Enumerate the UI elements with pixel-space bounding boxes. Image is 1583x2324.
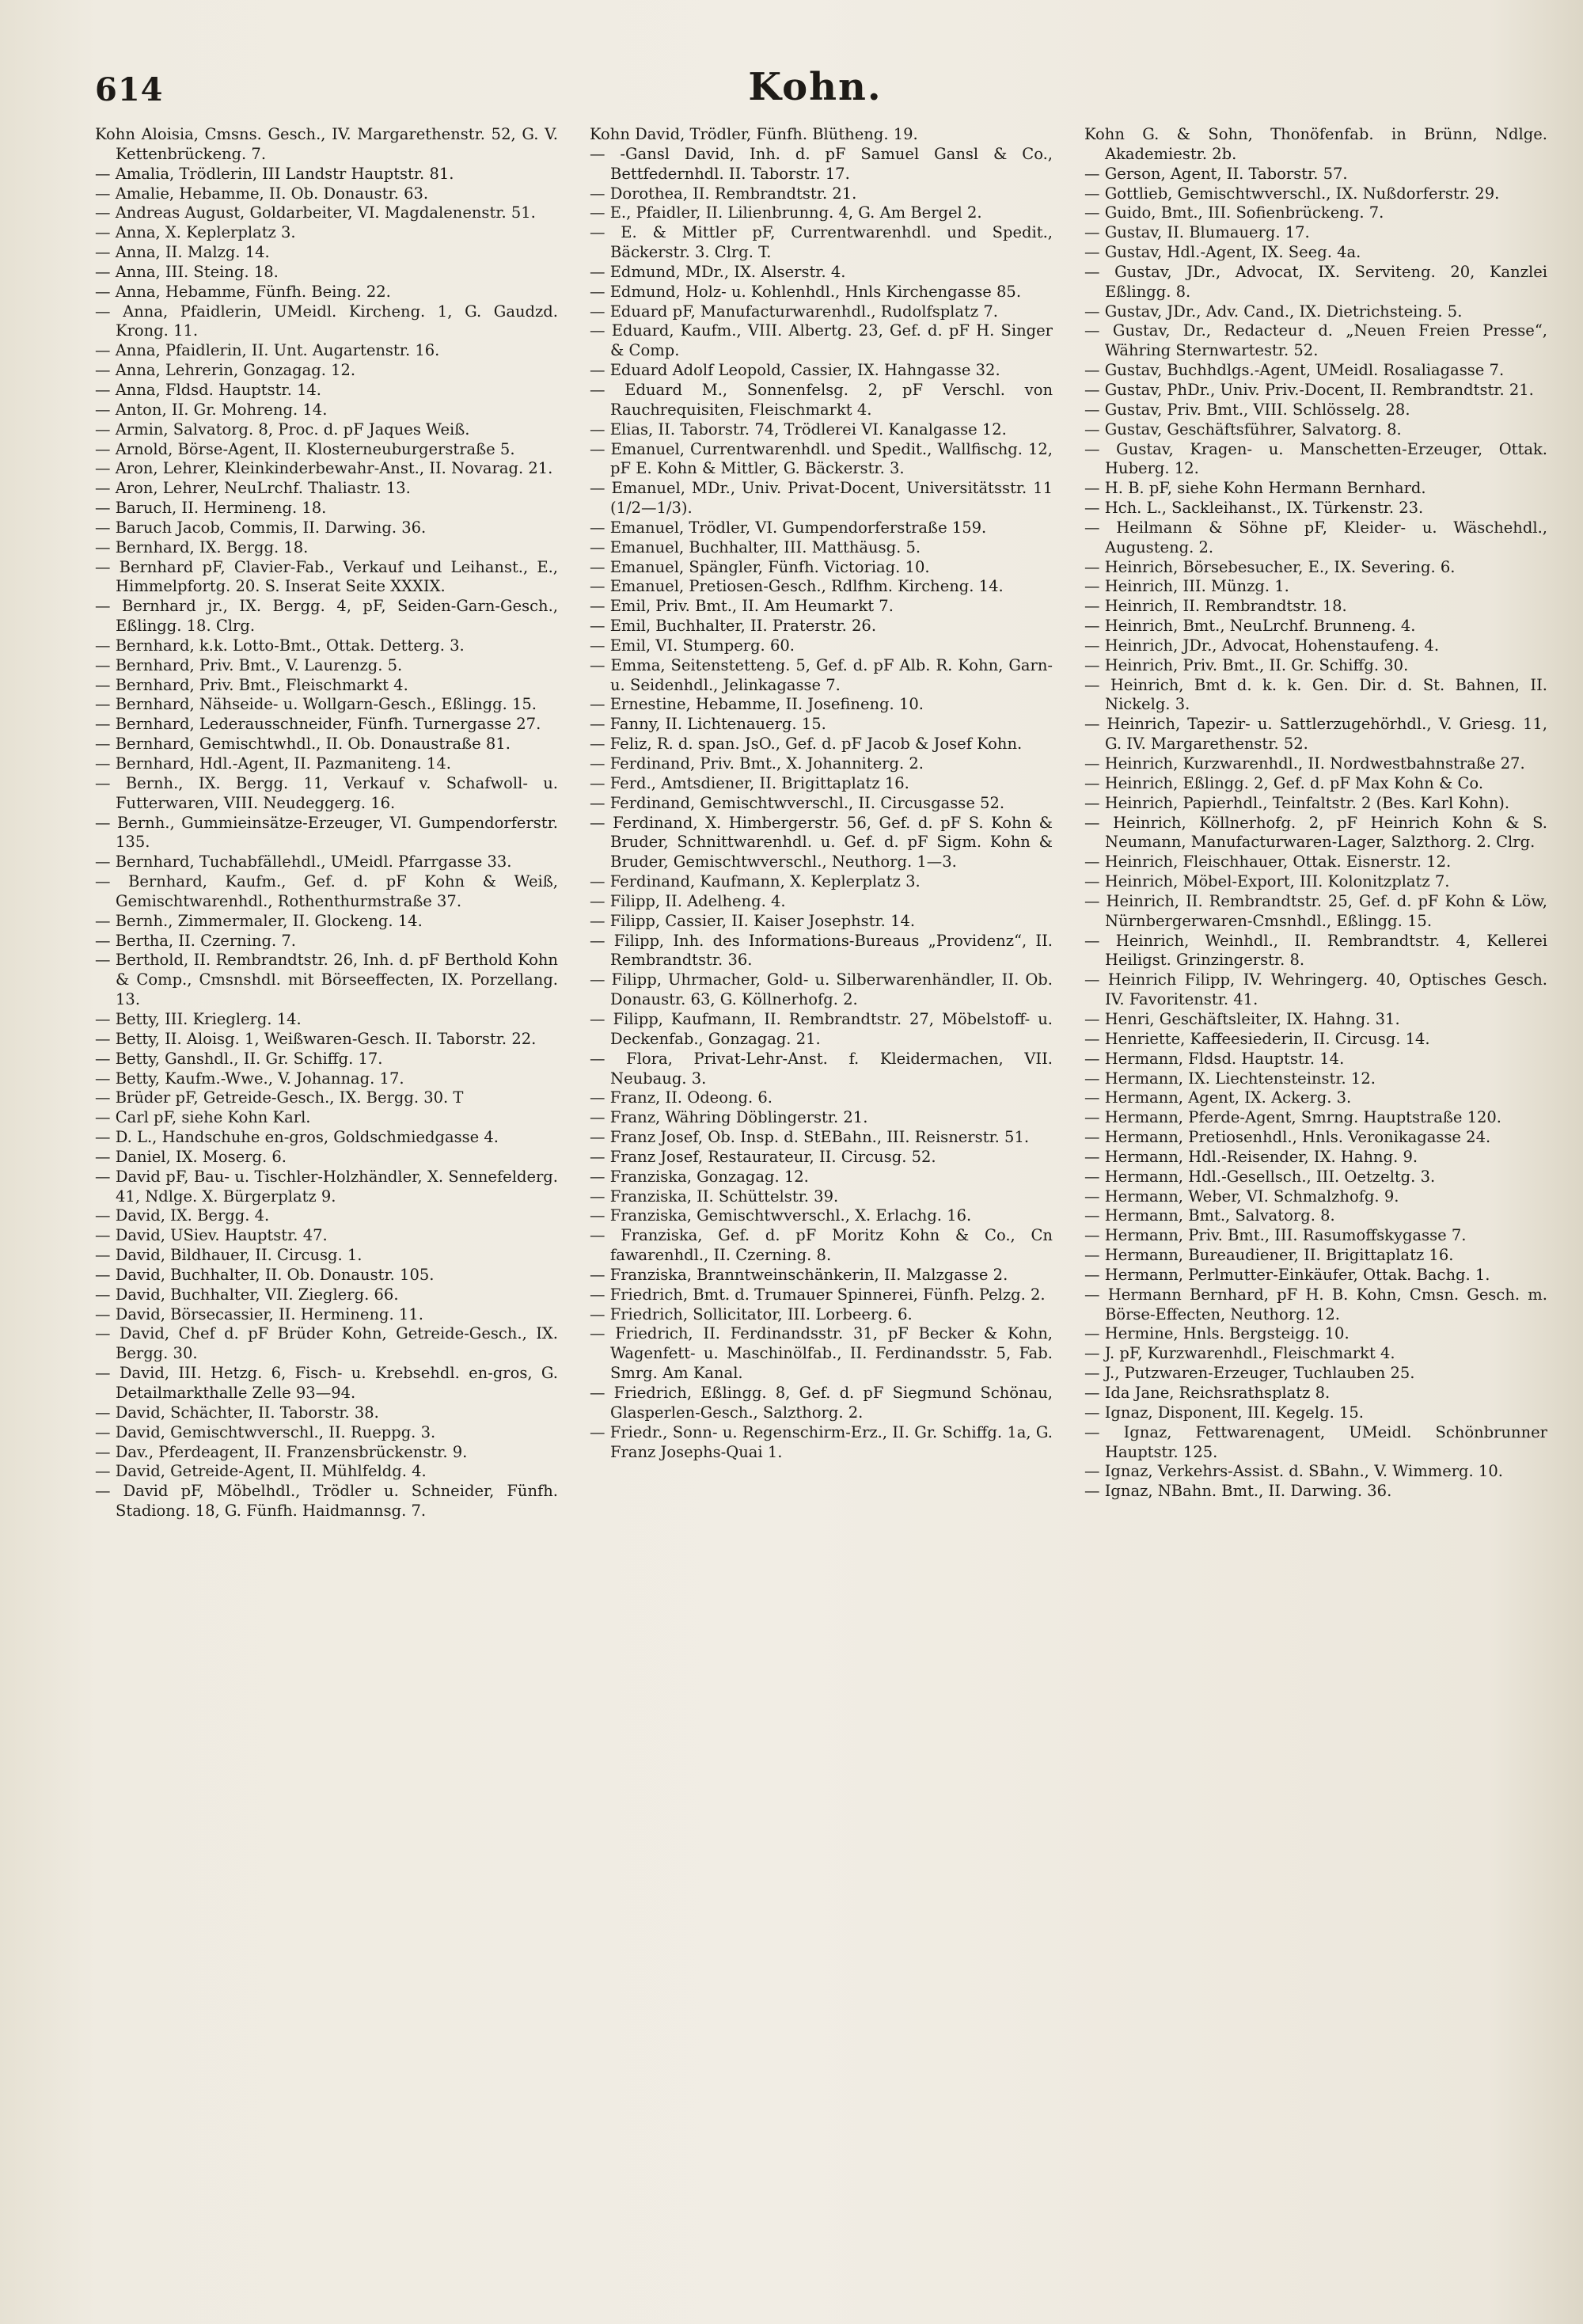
directory-entry: — Aron, Lehrer, Kleinkinderbewahr-Anst., II. Novarag. 21. [95, 459, 553, 478]
directory-entry: — Anna, Fldsd. Hauptstr. 14. [95, 380, 321, 399]
directory-entry: — Heinrich, Tapezir- u. Sattlerzugehörhdl., V. Griesg. 11, G. IV. Margarethenstr. 52. [1084, 715, 1547, 754]
directory-entry: — Heilmann & Söhne pF, Kleider- u. Wäschehdl., Augusteng. 2. [1084, 518, 1547, 556]
directory-entry: — Emanuel, Currentwarenhdl. und Spedit., Wallfischg. 12, pF E. Kohn & Mittler, G. Bäckerstr. 3. [590, 439, 1053, 478]
directory-entry: — Heinrich, JDr., Advocat, Hohenstaufeng. 4. [1084, 636, 1440, 655]
directory-entry: — Anna, Hebamme, Fünfh. Being. 22. [95, 282, 391, 301]
directory-entry: — Gustav, Buchhdlgs.-Agent, UMeidl. Rosaliagasse 7. [1084, 361, 1505, 380]
directory-entry: — Gustav, II. Blumauerg. 17. [1084, 223, 1310, 242]
directory-entry: — Franziska, II. Schüttelstr. 39. [590, 1187, 839, 1206]
directory-entry: — Hermann, IX. Liechtensteinstr. 12. [1084, 1069, 1376, 1088]
directory-entry: — Emanuel, Trödler, VI. Gumpendorferstraße 159. [590, 518, 987, 537]
directory-entry: — Ignaz, Verkehrs-Assist. d. SBahn., V. Wimmerg. 10. [1084, 1462, 1503, 1481]
directory-entry: — Gerson, Agent, II. Taborstr. 57. [1084, 164, 1348, 183]
directory-entry: — Ferdinand, Priv. Bmt., X. Johanniterg. 2. [590, 754, 924, 773]
directory-entry: — Fanny, II. Lichtenauerg. 15. [590, 715, 826, 734]
directory-entry: — Gustav, Geschäftsführer, Salvatorg. 8. [1084, 420, 1402, 439]
directory-entry: — Ferdinand, Gemischtwverschl., II. Circusgasse 52. [590, 793, 1005, 812]
directory-entry: — Dav., Pferdeagent, II. Franzensbrückenstr. 9. [95, 1442, 468, 1461]
directory-entry: — Franziska, Gef. d. pF Moritz Kohn & Co., Cn fawarenhdl., II. Czerning. 8. [590, 1226, 1053, 1265]
directory-entry: — Amalie, Hebamme, II. Ob. Donaustr. 63. [95, 184, 429, 203]
directory-entry: — Bernhard, Gemischtwhdl., II. Ob. Donaustraße 81. [95, 735, 511, 754]
directory-entry: — David pF, Bau- u. Tischler-Holzhändler, X. Sennefelderg. 41, Ndlge. X. Bürgerplatz 9. [95, 1167, 558, 1206]
directory-entry: — Emil, VI. Stumperg. 60. [590, 636, 795, 655]
directory-entry: — Hermann, Pretiosenhdl., Hnls. Veronikagasse 24. [1084, 1128, 1491, 1147]
directory-entry: — Baruch Jacob, Commis, II. Darwing. 36. [95, 518, 427, 537]
directory-entry: — David, Chef d. pF Brüder Kohn, Getreide-Gesch., IX. Bergg. 30. [95, 1324, 558, 1363]
directory-entry: — Betty, III. Krieglerg. 14. [95, 1009, 302, 1028]
directory-entry: — Carl pF, siehe Kohn Karl. [95, 1108, 311, 1127]
directory-entry: — Ida Jane, Reichsrathsplatz 8. [1084, 1384, 1331, 1402]
directory-entry: — Heinrich, Kurzwarenhdl., II. Nordwestbahnstraße 27. [1084, 754, 1525, 773]
directory-entry: — Bernhard, Priv. Bmt., Fleischmarkt 4. [95, 675, 408, 694]
directory-entry: — Hermine, Hnls. Bergsteigg. 10. [1084, 1324, 1350, 1343]
directory-entry: — Friedrich, Sollicitator, III. Lorbeerg. 6. [590, 1304, 913, 1323]
directory-entry: — Feliz, R. d. span. JsO., Gef. d. pF Jacob & Josef Kohn. [590, 735, 1023, 754]
directory-entry: — Ferd., Amtsdiener, II. Brigittaplatz 16. [590, 773, 909, 792]
directory-entry: — Ferdinand, X. Himbergerstr. 56, Gef. d. pF S. Kohn & Bruder, Schnittwarenhdl. u. Gef. d. pF Sigm. Kohn & Bruder, Gemischtwverschl., Neuthorg. 1—3. [590, 813, 1053, 872]
directory-entry: — Gustav, Kragen- u. Manschetten-Erzeuger, Ottak. Huberg. 12. [1084, 439, 1547, 478]
directory-entry: — Hermann, Pferde-Agent, Smrng. Hauptstraße 120. [1084, 1108, 1501, 1127]
directory-entry: — Bernhard, IX. Bergg. 18. [95, 537, 309, 556]
column-middle [590, 125, 1053, 2294]
directory-entry: — Gustav, PhDr., Univ. Priv.-Docent, II. Rembrandtstr. 21. [1084, 380, 1534, 399]
directory-entry: — Emil, Priv. Bmt., II. Am Heumarkt 7. [590, 597, 894, 616]
directory-entry: — Filipp, Cassier, II. Kaiser Josephstr. 14. [590, 911, 916, 930]
column-left [95, 125, 558, 2294]
directory-entry: — Eduard pF, Manufacturwarenhdl., Rudolfsplatz 7. [590, 302, 998, 321]
directory-entry: — Friedr., Sonn- u. Regenschirm-Erz., II. Gr. Schiffg. 1a, G. Franz Josephs-Quai 1. [590, 1422, 1053, 1461]
directory-entry: — Bernhard, k.k. Lotto-Bmt., Ottak. Detterg. 3. [95, 636, 465, 655]
directory-entry: — Heinrich, Möbel-Export, III. Kolonitzplatz 7. [1084, 872, 1450, 891]
directory-entry: — Armin, Salvatorg. 8, Proc. d. pF Jaques Weiß. [95, 420, 470, 439]
directory-entry: — Emanuel, Pretiosen-Gesch., Rdlfhm. Kircheng. 14. [590, 577, 1004, 596]
directory-entry: — Eduard, Kaufm., VIII. Albertg. 23, Gef. d. pF H. Singer & Comp. [590, 321, 1053, 360]
directory-entry: — Daniel, IX. Moserg. 6. [95, 1147, 287, 1166]
directory-entry: — Heinrich, III. Münzg. 1. [1084, 577, 1289, 596]
directory-entry: — Edmund, Holz- u. Kohlenhdl., Hnls Kirchengasse 85. [590, 282, 1022, 301]
directory-entry: — Hermann, Fldsd. Hauptstr. 14. [1084, 1049, 1345, 1068]
directory-entry: — Bernhard, Lederausschneider, Fünfh. Turnergasse 27. [95, 715, 541, 734]
directory-entry: — Gustav, JDr., Adv. Cand., IX. Dietrichsteing. 5. [1084, 302, 1463, 321]
directory-entry: — David, Gemischtwverschl., II. Rueppg. 3. [95, 1422, 436, 1441]
directory-entry: — Heinrich, Köllnerhofg. 2, pF Heinrich Kohn & S. Neumann, Manufacturwaren-Lager, Salzthorg. 2. Clrg. [1084, 813, 1547, 852]
directory-entry: — Emanuel, Spängler, Fünfh. Victoriag. 10. [590, 557, 930, 576]
directory-entry: — J., Putzwaren-Erzeuger, Tuchlauben 25. [1084, 1364, 1415, 1383]
directory-entry: — Anna, III. Steing. 18. [95, 262, 279, 281]
directory-entry: — Heinrich, Börsebesucher, E., IX. Severing. 6. [1084, 557, 1456, 576]
directory-entry: — Heinrich, Bmt., NeuLrchf. Brunneng. 4. [1084, 617, 1416, 636]
directory-entry: — Ignaz, NBahn. Bmt., II. Darwing. 36. [1084, 1482, 1392, 1501]
directory-entry: — Berthold, II. Rembrandtstr. 26, Inh. d. pF Berthold Kohn & Comp., Cmsnshdl. mit Börseeffecten, IX. Porzellang. 13. [95, 951, 558, 1009]
directory-entry: — Gustav, Dr., Redacteur d. „Neuen Freien Presse“, Währing Sternwartestr. 52. [1084, 321, 1547, 360]
directory-entry: — Flora, Privat-Lehr-Anst. f. Kleidermachen, VII. Neubaug. 3. [590, 1049, 1053, 1088]
directory-entry: — Ignaz, Fettwarenagent, UMeidl. Schönbrunner Hauptstr. 125. [1084, 1422, 1547, 1461]
directory-entry: — Brüder pF, Getreide-Gesch., IX. Bergg. 30. T [95, 1088, 464, 1107]
directory-entry: — Franz Josef, Restaurateur, II. Circusg. 52. [590, 1147, 936, 1166]
directory-entry: — Bernhard pF, Clavier-Fab., Verkauf und Leihanst., E., Himmelpfortg. 20. S. Inserat Seite XXXIX. [95, 557, 558, 596]
directory-entry: — Emil, Buchhalter, II. Praterstr. 26. [590, 617, 877, 636]
directory-entry: — Filipp, Inh. des Informations-Bureaus „Providenz“, II. Rembrandtstr. 36. [590, 931, 1053, 970]
directory-entry: — Anna, X. Keplerplatz 3. [95, 223, 296, 242]
directory-entry: Kohn G. & Sohn, Thonöfenfab. in Brünn, Ndlge. Akademiestr. 2b. [1084, 125, 1547, 163]
directory-entry: — Bernh., Zimmermaler, II. Glockeng. 14. [95, 911, 423, 930]
directory-entry: — Hermann, Hdl.-Reisender, IX. Hahng. 9. [1084, 1147, 1418, 1166]
directory-entry: — Hermann, Priv. Bmt., III. Rasumoffskygasse 7. [1084, 1226, 1467, 1245]
directory-entry: Kohn David, Trödler, Fünfh. Blütheng. 19. [590, 125, 918, 143]
directory-entry: Kohn Aloisia, Cmsns. Gesch., IV. Margarethenstr. 52, G. V. Kettenbrückeng. 7. [95, 125, 558, 163]
directory-entry: — Dorothea, II. Rembrandtstr. 21. [590, 184, 857, 203]
directory-entry: — Ignaz, Disponent, III. Kegelg. 15. [1084, 1403, 1364, 1422]
directory-entry: — -Gansl David, Inh. d. pF Samuel Gansl & Co., Bettfedernhdl. II. Taborstr. 17. [590, 144, 1053, 183]
directory-entry: — Friedrich, Eßlingg. 8, Gef. d. pF Siegmund Schönau, Glasperlen-Gesch., Salzthorg. 2. [590, 1384, 1053, 1422]
directory-entry: — Betty, Ganshdl., II. Gr. Schiffg. 17. [95, 1049, 383, 1068]
directory-entry: — Heinrich, Papierhdl., Teinfaltstr. 2 (Bes. Karl Kohn). [1084, 793, 1510, 812]
directory-entry: — Bernhard, Kaufm., Gef. d. pF Kohn & Weiß, Gemischtwarenhdl., Rothenthurmstraße 37. [95, 872, 558, 910]
directory-entry: — Elias, II. Taborstr. 74, Trödlerei VI. Kanalgasse 12. [590, 420, 1007, 439]
directory-entry: — Bernhard jr., IX. Bergg. 4, pF, Seiden-Garn-Gesch., Eßlingg. 18. Clrg. [95, 597, 558, 636]
directory-entry: — Hermann, Hdl.-Gesellsch., III. Oetzeltg. 3. [1084, 1167, 1436, 1186]
directory-entry: — David, Börsecassier, II. Hermineng. 11. [95, 1304, 423, 1323]
directory-entry: — Gottlieb, Gemischtwverschl., IX. Nußdorferstr. 29. [1084, 184, 1500, 203]
directory-entry: — Emanuel, MDr., Univ. Privat-Docent, Universitätsstr. 11 (1/2—1/3). [590, 479, 1053, 518]
directory-entry: — David, USiev. Hauptstr. 47. [95, 1226, 328, 1245]
directory-entry: — Franz, II. Odeong. 6. [590, 1088, 773, 1107]
directory-entry: — H. B. pF, siehe Kohn Hermann Bernhard. [1084, 479, 1426, 498]
directory-entry: — E., Pfaidler, II. Lilienbrunng. 4, G. Am Bergel 2. [590, 203, 982, 222]
directory-entry: — Hermann, Weber, VI. Schmalzhofg. 9. [1084, 1187, 1399, 1206]
directory-entry: — Heinrich, II. Rembrandtstr. 25, Gef. d. pF Kohn & Löw, Nürnbergerwaren-Cmsnhdl., Eßlingg. 15. [1084, 891, 1547, 930]
directory-entry: — Emanuel, Buchhalter, III. Matthäusg. 5. [590, 537, 921, 556]
page-number: 614 [95, 71, 164, 108]
directory-entry: — Friedrich, Bmt. d. Trumauer Spinnerei, Fünfh. Pelzg. 2. [590, 1285, 1046, 1304]
directory-entry: — Anna, Pfaidlerin, UMeidl. Kircheng. 1, G. Gaudzd. Krong. 11. [95, 302, 558, 340]
directory-entry: — Filipp, Kaufmann, II. Rembrandtstr. 27, Möbelstoff- u. Deckenfab., Gonzagag. 21. [590, 1009, 1053, 1048]
directory-entry: — Hermann, Perlmutter-Einkäufer, Ottak. Bachg. 1. [1084, 1265, 1490, 1284]
directory-entry: — Franziska, Branntweinschänkerin, II. Malzgasse 2. [590, 1265, 1008, 1284]
directory-entry: — Heinrich, Eßlingg. 2, Gef. d. pF Max Kohn & Co. [1084, 773, 1484, 792]
page-header [95, 65, 1536, 120]
directory-entry: — Heinrich, Bmt d. k. k. Gen. Dir. d. St. Bahnen, II. Nickelg. 3. [1084, 675, 1547, 714]
directory-entry: — Heinrich, Priv. Bmt., II. Gr. Schiffg. 30. [1084, 655, 1409, 674]
directory-entry: — Friedrich, II. Ferdinandsstr. 31, pF Becker & Kohn, Wagenfett- u. Maschinölfab., II. Ferdinandsstr. 5, Fab. Smrg. Am Kanal. [590, 1324, 1053, 1383]
directory-entry: — David, Buchhalter, II. Ob. Donaustr. 105. [95, 1265, 435, 1284]
directory-entry: — Bernhard, Tuchabfällehdl., UMeidl. Pfarrgasse 33. [95, 853, 512, 872]
directory-entry: — Franz Josef, Ob. Insp. d. StEBahn., III. Reisnerstr. 51. [590, 1128, 1030, 1147]
directory-entry: — Bernhard, Nähseide- u. Wollgarn-Gesch., Eßlingg. 15. [95, 695, 537, 714]
directory-entry: — Andreas August, Goldarbeiter, VI. Magdalenenstr. 51. [95, 203, 536, 222]
directory-entry: — David, Schächter, II. Taborstr. 38. [95, 1403, 379, 1422]
directory-entry: — Guido, Bmt., III. Sofienbrückeng. 7. [1084, 203, 1384, 222]
directory-entry: — Bernhard, Hdl.-Agent, II. Pazmaniteng. 14. [95, 754, 451, 773]
column-right [1084, 125, 1547, 2294]
directory-entry: — Hermann, Agent, IX. Ackerg. 3. [1084, 1088, 1352, 1107]
directory-entry: — David, III. Hetzg. 6, Fisch- u. Krebsehdl. en-gros, G. Detailmarkthalle Zelle 93—94. [95, 1364, 558, 1402]
directory-entry: — D. L., Handschuhe en-gros, Goldschmiedgasse 4. [95, 1128, 499, 1147]
directory-entry: — Ferdinand, Kaufmann, X. Keplerplatz 3. [590, 872, 921, 891]
directory-entry: — David, Buchhalter, VII. Zieglerg. 66. [95, 1285, 399, 1304]
directory-entry: — Amalia, Trödlerin, III Landstr Hauptstr. 81. [95, 164, 454, 183]
directory-entry: — Gustav, JDr., Advocat, IX. Serviteng. 20, Kanzlei Eßlingg. 8. [1084, 262, 1547, 301]
directory-entry: — Bernh., Gummieinsätze-Erzeuger, VI. Gumpendorferstr. 135. [95, 813, 558, 852]
directory-entry: — Henri, Geschäftsleiter, IX. Hahng. 31. [1084, 1009, 1400, 1028]
directory-entry: — Filipp, II. Adelheng. 4. [590, 891, 786, 910]
directory-entry: — Bernh., IX. Bergg. 11, Verkauf v. Schafwoll- u. Futterwaren, VIII. Neudeggerg. 16. [95, 773, 558, 812]
directory-entry: — Aron, Lehrer, NeuLrchf. Thaliastr. 13. [95, 479, 411, 498]
directory-entry: — Heinrich Filipp, IV. Wehringerg. 40, Optisches Gesch. IV. Favoritenstr. 41. [1084, 970, 1547, 1009]
directory-entry: — Henriette, Kaffeesiederin, II. Circusg. 14. [1084, 1029, 1430, 1048]
directory-entry: — Anna, Pfaidlerin, II. Unt. Augartenstr. 16. [95, 341, 440, 360]
directory-entry: — E. & Mittler pF, Currentwarenhdl. und Spedit., Bäckerstr. 3. Clrg. T. [590, 223, 1053, 262]
directory-entry: — Franziska, Gemischtwverschl., X. Erlachg. 16. [590, 1206, 972, 1225]
directory-entry: — Edmund, MDr., IX. Alserstr. 4. [590, 262, 846, 281]
directory-entry: — Heinrich, Weinhdl., II. Rembrandtstr. 4, Kellerei Heiligst. Grinzingerstr. 8. [1084, 931, 1547, 970]
directory-entry: — Filipp, Uhrmacher, Gold- u. Silberwarenhändler, II. Ob. Donaustr. 63, G. Köllnerhofg. 2. [590, 970, 1053, 1009]
directory-entry: — Eduard Adolf Leopold, Cassier, IX. Hahngasse 32. [590, 361, 1000, 380]
directory-entry: — Franz, Währing Döblingerstr. 21. [590, 1108, 868, 1127]
directory-entry: — Emma, Seitenstetteng. 5, Gef. d. pF Alb. R. Kohn, Garn- u. Seidenhdl., Jelinkagasse 7. [590, 655, 1053, 694]
directory-entry: — Gustav, Priv. Bmt., VIII. Schlösselg. 28. [1084, 400, 1410, 419]
directory-entry: — David, Bildhauer, II. Circusg. 1. [95, 1246, 363, 1265]
page-title: Kohn. [748, 65, 883, 109]
directory-entry: — Heinrich, II. Rembrandtstr. 18. [1084, 597, 1347, 616]
directory-entry: — David pF, Möbelhdl., Trödler u. Schneider, Fünfh. Stadiong. 18, G. Fünfh. Haidmannsg. 7. [95, 1482, 558, 1521]
directory-entry: — Eduard M., Sonnenfelsg. 2, pF Verschl. von Rauchrequisiten, Fleischmarkt 4. [590, 380, 1053, 419]
directory-entry: — Anna, II. Malzg. 14. [95, 243, 270, 262]
directory-entry: — Gustav, Hdl.-Agent, IX. Seeg. 4a. [1084, 243, 1361, 262]
directory-entry: — Arnold, Börse-Agent, II. Klosterneuburgerstraße 5. [95, 439, 515, 458]
directory-entry: — Baruch, II. Hermineng. 18. [95, 499, 327, 518]
directory-entry: — Betty, II. Aloisg. 1, Weißwaren-Gesch. II. Taborstr. 22. [95, 1029, 537, 1048]
directory-entry: — Betty, Kaufm.-Wwe., V. Johannag. 17. [95, 1069, 404, 1088]
directory-entry: — Hermann Bernhard, pF H. B. Kohn, Cmsn. Gesch. m. Börse-Effecten, Neuthorg. 12. [1084, 1285, 1547, 1323]
directory-entry: — Heinrich, Fleischhauer, Ottak. Eisnerstr. 12. [1084, 853, 1452, 872]
directory-columns [95, 125, 1547, 2294]
directory-entry: — Hermann, Bmt., Salvatorg. 8. [1084, 1206, 1335, 1225]
directory-entry: — Ernestine, Hebamme, II. Josefineng. 10. [590, 695, 924, 714]
directory-entry: — Bernhard, Priv. Bmt., V. Laurenzg. 5. [95, 655, 403, 674]
directory-entry: — Hch. L., Sacklеihanst., IX. Türkenstr. 23. [1084, 499, 1424, 518]
directory-entry: — Anna, Lehrerin, Gonzagag. 12. [95, 361, 356, 380]
directory-entry: — Bertha, II. Czerning. 7. [95, 931, 297, 950]
directory-entry: — Hermann, Bureaudiener, II. Brigittaplatz 16. [1084, 1246, 1454, 1265]
directory-entry: — Franziska, Gonzagag. 12. [590, 1167, 809, 1186]
directory-entry: — J. pF, Kurzwarenhdl., Fleischmarkt 4. [1084, 1344, 1395, 1363]
directory-entry: — David, IX. Bergg. 4. [95, 1206, 270, 1225]
directory-entry: — David, Getreide-Agent, II. Mühlfeldg. 4. [95, 1462, 427, 1481]
directory-entry: — Anton, II. Gr. Mohreng. 14. [95, 400, 328, 419]
